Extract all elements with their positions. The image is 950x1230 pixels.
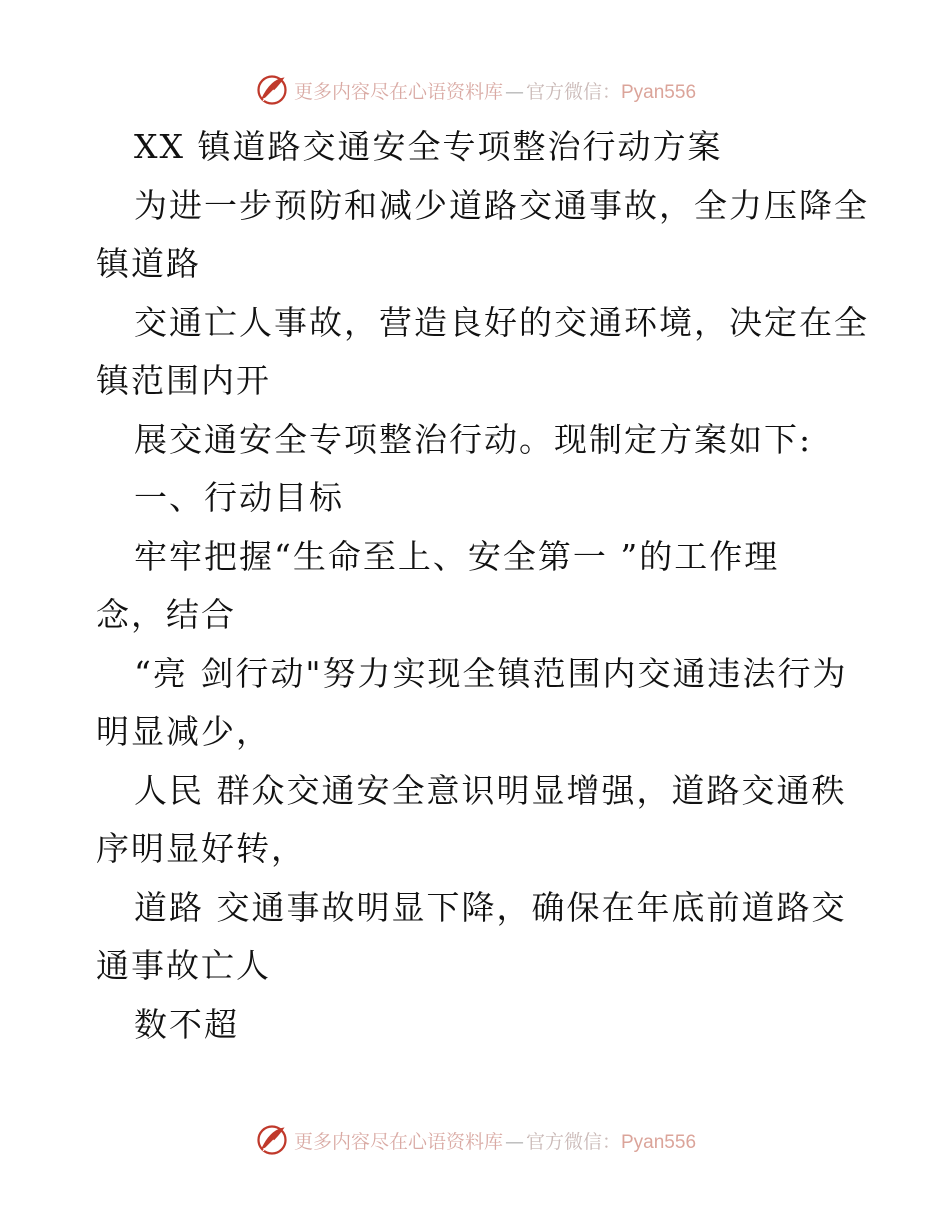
watermark-wechat-label: 官方微信： <box>525 1130 621 1153</box>
paragraph-line: 明显减少， <box>96 712 271 751</box>
paragraph-line: 牢牢把握“生命至上、安全第一 ”的工作理 <box>134 536 780 576</box>
paragraph-line: 人民 群众交通安全意识明显增强，道路交通秩 <box>134 770 847 810</box>
header-watermark <box>0 70 950 110</box>
paragraph-line: 道路 交通事故明显下降，确保在年底前道路交 <box>134 887 847 927</box>
paragraph-line: 为进一步预防和减少道路交通事故，全力压降全 <box>134 185 869 225</box>
paragraph-line: 交通亡人事故，营造良好的交通环境，决定在全 <box>134 302 869 342</box>
watermark-separator: — <box>504 80 524 103</box>
watermark-wechat-label: 官方微信： <box>525 80 621 103</box>
footer-watermark <box>0 1120 950 1160</box>
paragraph-line: 镇范围内开 <box>96 361 271 400</box>
document-body <box>96 118 869 1054</box>
watermark-separator: — <box>504 1130 524 1153</box>
watermark-wechat-id: Pyan556 <box>621 81 697 103</box>
quill-logo-icon <box>254 72 290 108</box>
paragraph-line: “亮 剑行动"努力实现全镇范围内交通违法行为 <box>134 653 848 693</box>
section-heading: 一、行动目标 <box>134 478 344 517</box>
paragraph-line: 序明显好转， <box>96 829 306 868</box>
watermark-text <box>294 77 696 104</box>
watermark-wechat-id: Pyan556 <box>621 1131 697 1153</box>
watermark-text <box>294 1127 696 1154</box>
paragraph-line: 数不超 <box>134 1004 239 1044</box>
watermark-site-text: 更多内容尽在心语资料库 <box>293 1130 503 1153</box>
document-title: XX 镇道路交通安全专项整治行动方案 <box>134 127 723 166</box>
paragraph-line: 展交通安全专项整治行动。现制定方案如下: <box>134 419 813 459</box>
paragraph-line: 念，结合 <box>96 595 236 634</box>
paragraph-line: 通事故亡人 <box>96 946 271 985</box>
quill-logo-icon <box>254 1122 290 1158</box>
watermark-site-text: 更多内容尽在心语资料库 <box>293 80 503 103</box>
paragraph-line: 镇道路 <box>96 244 201 283</box>
